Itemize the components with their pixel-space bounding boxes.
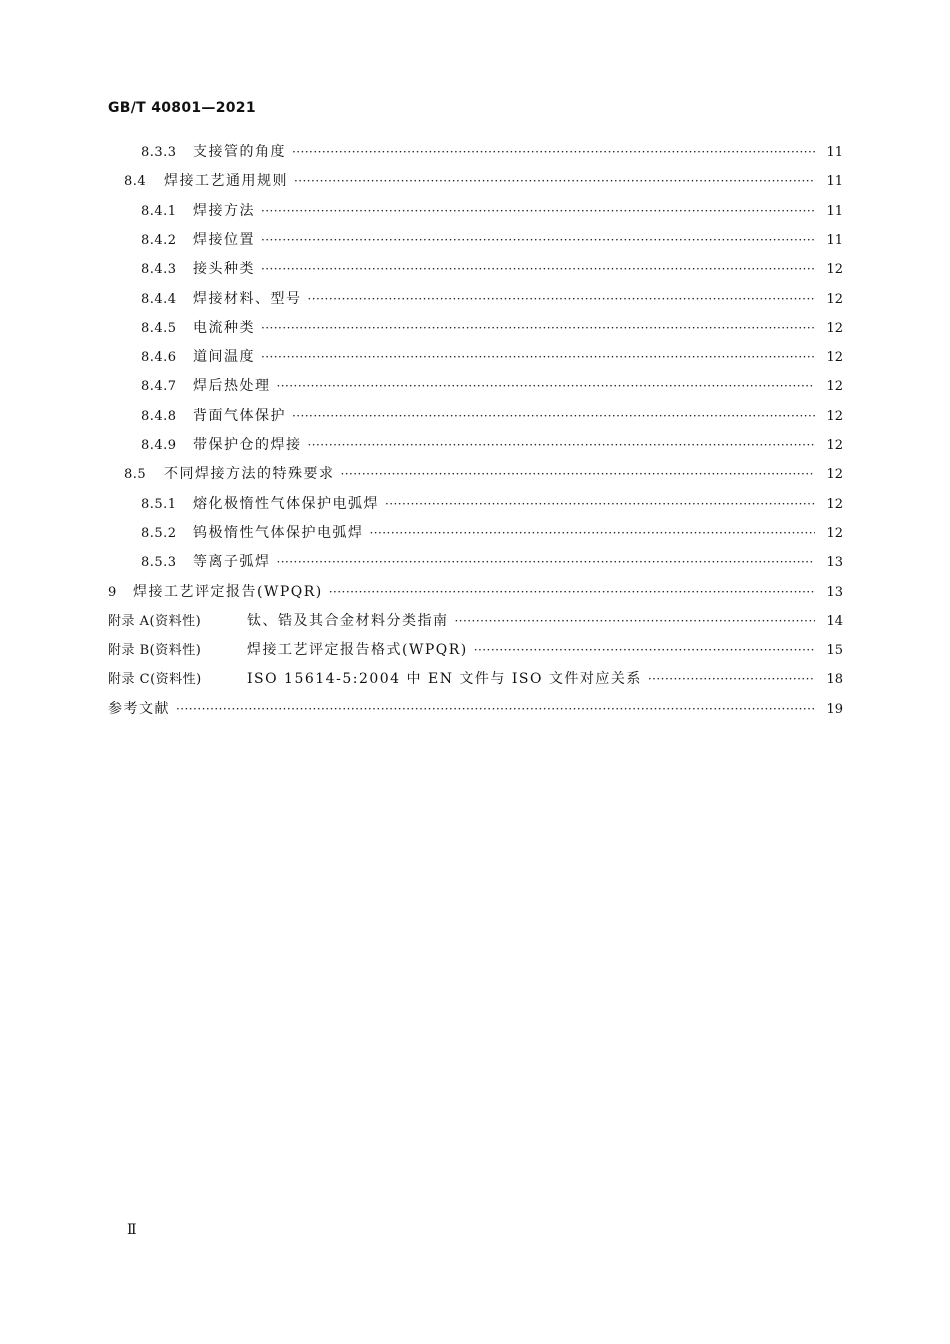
toc-entry[interactable]	[124, 167, 843, 196]
toc-entry-title: 电流种类	[193, 319, 255, 336]
toc-dot-leader	[261, 255, 815, 284]
toc-entry-title: ISO 15614-5:2004 中 EN 文件与 ISO 文件对应关系	[247, 671, 642, 688]
toc-dot-leader	[308, 285, 816, 314]
toc-entry-title: 焊接位置	[193, 231, 255, 248]
toc-entry-title: 道间温度	[193, 349, 255, 366]
toc-entry-page: 12	[826, 291, 843, 307]
toc-entry-page: 12	[826, 438, 843, 453]
toc-entry-page: 12	[826, 320, 843, 336]
toc-entry[interactable]	[141, 255, 843, 284]
toc-entry-number: 8.4.5	[141, 320, 177, 336]
page-number-footer: Ⅱ	[127, 1222, 137, 1238]
toc-entry[interactable]	[141, 197, 843, 226]
toc-entry[interactable]	[141, 343, 843, 372]
toc-entry-number: 8.4.6	[141, 350, 177, 366]
toc-entry-page: 19	[826, 701, 843, 717]
toc-dot-leader	[308, 431, 816, 460]
toc-entry-number: 9	[108, 584, 117, 600]
toc-entry[interactable]	[141, 519, 843, 548]
toc-dot-leader	[176, 695, 815, 724]
toc-dot-leader	[455, 607, 816, 636]
toc-entry-page: 11	[826, 145, 843, 160]
toc-entry-number: 8.5.1	[141, 496, 177, 512]
toc-entry-number: 8.5.3	[141, 555, 177, 571]
toc-entry-page: 11	[826, 174, 843, 190]
toc-entry[interactable]	[108, 578, 843, 607]
toc-dot-leader	[341, 460, 816, 489]
toc-entry-title: 等离子弧焊	[193, 554, 271, 571]
toc-entry-page: 13	[826, 584, 843, 600]
toc-entry-title: 参考文献	[108, 700, 170, 717]
toc-entry-number: 8.4.7	[141, 379, 177, 395]
toc-entry[interactable]	[124, 460, 843, 489]
toc-entry-title: 不同焊接方法的特殊要求	[164, 466, 335, 483]
toc-entry-page: 15	[826, 643, 843, 659]
toc-entry-number: 8.4.2	[141, 232, 177, 248]
toc-entry-title: 焊接工艺评定报告格式(WPQR)	[247, 642, 468, 659]
toc-entry-number: 8.4.8	[141, 408, 177, 424]
toc-entry[interactable]	[141, 226, 843, 255]
toc-dot-leader	[370, 519, 816, 548]
toc-entry-page: 13	[826, 555, 843, 571]
toc-entry[interactable]	[108, 607, 843, 636]
toc-entry[interactable]	[108, 695, 843, 724]
toc-entry-page: 12	[826, 496, 843, 512]
toc-entry-page: 12	[826, 379, 843, 395]
toc-dot-leader	[329, 578, 815, 607]
toc-entry-number: 附录 C(资料性)	[108, 672, 202, 688]
toc-entry-page: 12	[826, 262, 843, 278]
toc-entry[interactable]	[141, 402, 843, 431]
toc-entry-page: 11	[826, 232, 843, 248]
toc-entry-page: 18	[826, 672, 843, 688]
toc-entry-title: 支接管的角度	[193, 144, 286, 160]
toc-entry-number: 8.5	[124, 467, 147, 483]
toc-entry-page: 11	[826, 203, 843, 219]
toc-entry-title: 钛、锆及其合金材料分类指南	[247, 612, 449, 629]
toc-dot-leader	[277, 548, 816, 577]
toc-dot-leader	[292, 402, 815, 431]
toc-entry[interactable]	[141, 431, 843, 460]
toc-entry-number: 附录 A(资料性)	[108, 613, 202, 629]
toc-dot-leader	[261, 314, 815, 343]
toc-entry[interactable]	[141, 138, 843, 167]
toc-entry-number: 8.4.1	[141, 203, 177, 219]
toc-dot-leader	[294, 167, 815, 196]
toc-dot-leader	[385, 490, 815, 519]
toc-entry[interactable]	[108, 665, 843, 694]
toc-entry-number: 附录 B(资料性)	[108, 643, 202, 659]
toc-entry-number: 8.4	[124, 174, 147, 190]
toc-dot-leader	[277, 372, 816, 401]
toc-entry-page: 12	[826, 408, 843, 424]
toc-entry-title: 焊接工艺评定报告(WPQR)	[133, 583, 323, 600]
toc-entry[interactable]	[141, 548, 843, 577]
toc-entry-title: 焊后热处理	[193, 378, 271, 395]
toc-dot-leader	[261, 197, 815, 226]
toc-dot-leader	[261, 226, 815, 255]
toc-entry[interactable]	[108, 636, 843, 665]
toc-entry-title: 焊接材料、型号	[193, 290, 302, 307]
document-code-header: GB/T 40801—2021	[108, 100, 256, 116]
toc-entry-title: 焊接工艺通用规则	[164, 173, 288, 190]
toc-entry-page: 12	[826, 467, 843, 483]
toc-dot-leader	[292, 138, 815, 167]
toc-entry-number: 8.4.4	[141, 291, 177, 307]
toc-entry-title: 熔化极惰性气体保护电弧焊	[193, 495, 379, 512]
toc-entry-page: 12	[826, 350, 843, 366]
toc-entry-page: 14	[826, 613, 843, 629]
toc-entry-title: 钨极惰性气体保护电弧焊	[193, 524, 364, 541]
toc-entry-number: 8.4.9	[141, 438, 177, 453]
toc-entry-title: 接头种类	[193, 261, 255, 278]
toc-entry[interactable]	[141, 490, 843, 519]
toc-entry-number: 8.5.2	[141, 525, 177, 541]
toc-entry-title: 焊接方法	[193, 202, 255, 219]
toc-dot-leader	[648, 665, 815, 694]
toc-entry[interactable]	[141, 285, 843, 314]
toc-entry-title: 带保护仓的焊接	[193, 437, 302, 453]
toc-dot-leader	[474, 636, 815, 665]
toc-entry-number: 8.4.3	[141, 262, 177, 278]
toc-entry[interactable]	[141, 314, 843, 343]
toc-entry[interactable]	[141, 372, 843, 401]
toc-entry-title: 背面气体保护	[193, 407, 286, 424]
toc-entry-page: 12	[826, 525, 843, 541]
toc-entry-number: 8.3.3	[141, 145, 177, 160]
toc-dot-leader	[261, 343, 815, 372]
